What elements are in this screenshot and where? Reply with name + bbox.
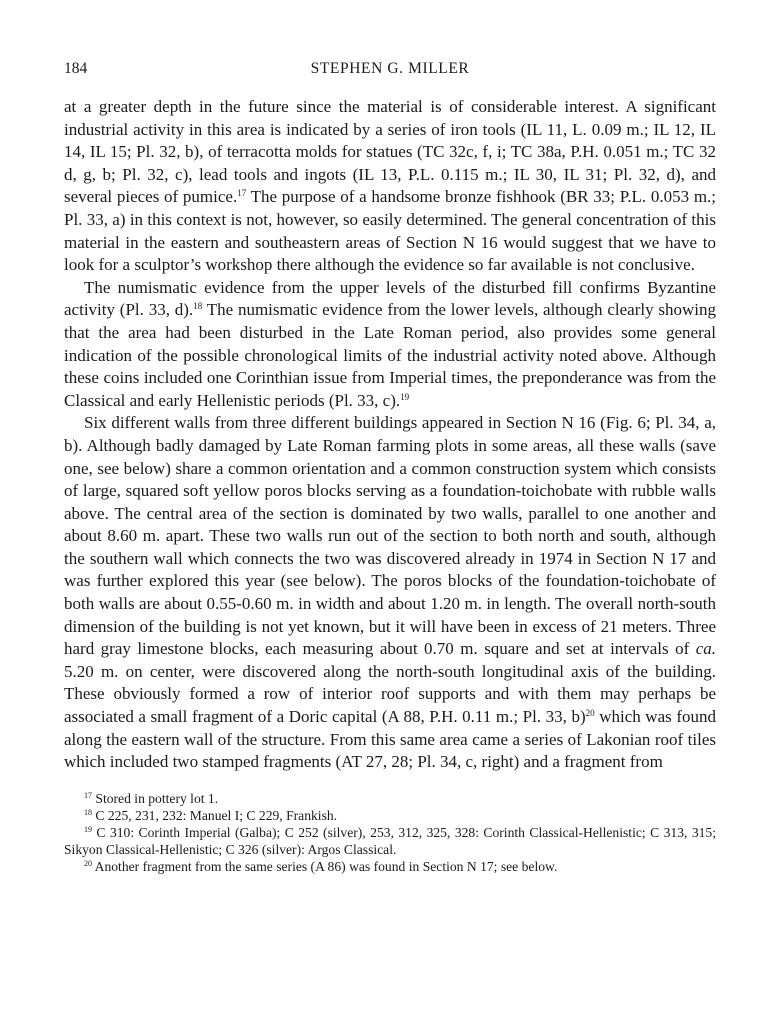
footnote-17 [64, 790, 716, 807]
paragraph-text: Six different walls from three different buildings appeared in Section N 16 (Fig. 6; Pl. 34, a, b). Although badly damaged by Late Roman farming plots in some areas, all these walls (save one, see below) share a common orientation and a common construction system which consists of large, squared soft yellow poros blocks serving as a foundation-toichobate with rubble walls above. The central area of the section is dominated by two walls, parallel to one another and about 8.60 m. apart. These two walls run out of the section to both north and south, although the southern wall which connects the two was discovered already in 1974 in Section N 17 and was further explored this year (see below). The poros blocks of the foundation-toichobate of both walls are about 0.55-0.60 m. in width and about 1.20 m. in length. The overall north-south dimension of the building is not yet known, but it will have been in excess of 21 meters. Three hard gray limestone blocks, each measuring about 0.70 m. square and set at intervals of [64, 413, 716, 659]
footnote-number: 20 [84, 858, 92, 868]
paragraph-3 [64, 412, 716, 774]
paragraph-1 [64, 96, 716, 277]
paragraph-text: at a greater depth in the future since the material is of considerable interest. A significant industrial activity in this area is indicated by a series of iron tools (IL 11, L. 0.09 m.; IL 12, IL 14, IL 15; Pl. 32, b), of terracotta molds for statues (TC 32c, f, i; TC 38a, P.H. 0.051 m.; TC 32 d, g, b; Pl. 32, c), lead tools and ingots (IL 13, P.L. 0.115 m.; IL 30, IL 31; Pl. 32, d), and several pieces of pumice. [64, 97, 716, 207]
page-header [64, 58, 716, 80]
italic-abbreviation: ca. [695, 639, 716, 659]
page [64, 58, 716, 875]
footnote-ref-17[interactable]: 17 [237, 188, 247, 199]
footnote-19 [64, 824, 716, 858]
footnote-18 [64, 807, 716, 824]
paragraph-text: The numismatic evidence from the upper levels of the disturbed fill confirms Byzantine activity (Pl. 33, d). [64, 277, 716, 320]
paragraph-text: The numismatic evidence from the lower levels, although clearly showing that the area had been disturbed in the Late Roman period, also provides some general indication of the possible chronological limits of the industrial activity noted above. Although these coins included one Corinthian issue from Imperial times, the preponderance was from the Classical and early Hellenistic periods (Pl. 33, c). [64, 300, 717, 410]
footnotes [64, 790, 716, 875]
footnote-number: 17 [84, 790, 92, 800]
paragraph-text: which was found along the eastern wall of the structure. From this same area came a series of Lakonian roof tiles which included two stamped fragments (AT 27, 28; Pl. 34, c, right) and a fragment from [64, 707, 716, 772]
paragraph-text: The purpose of a handsome bronze fishhook (BR 33; P.L. 0.053 m.; Pl. 33, a) in this context is not, however, so easily determined. The general concentration of this material in the eastern and southeastern areas of Section N 16 would suggest that we have to look for a sculptor’s workshop there although the evidence so far available is not conclusive. [64, 187, 717, 275]
footnote-ref-19[interactable]: 19 [400, 391, 410, 402]
footnote-text: C 225, 231, 232: Manuel I; C 229, Frankish. [92, 807, 338, 823]
body-text [64, 96, 716, 774]
footnote-20 [64, 858, 716, 875]
footnote-text: Stored in pottery lot 1. [92, 790, 219, 806]
page-number: 184 [64, 60, 88, 77]
footnote-text: C 310: Corinth Imperial (Galba); C 252 (silver), 253, 312, 325, 328: Corinth Classical-Hellenistic; C 313, 315; Sikyon Classical-Hellenistic; C 326 (silver): Argos Classical. [64, 824, 716, 857]
footnote-ref-18[interactable]: 18 [193, 301, 203, 312]
paragraph-text: 5.20 m. on center, were discovered along the north-south longitudinal axis of the building. These obviously formed a row of interior roof supports and with them may perhaps be associated a small fragment of a Doric capital (A 88, P.H. 0.11 m.; Pl. 33, b) [64, 661, 716, 727]
footnote-number: 18 [84, 807, 92, 817]
footnote-ref-20[interactable]: 20 [585, 708, 595, 719]
footnote-number: 19 [84, 824, 92, 834]
running-head: STEPHEN G. MILLER [310, 60, 470, 77]
footnote-text: Another fragment from the same series (A 86) was found in Section N 17; see below. [92, 858, 558, 874]
paragraph-2 [64, 277, 716, 413]
